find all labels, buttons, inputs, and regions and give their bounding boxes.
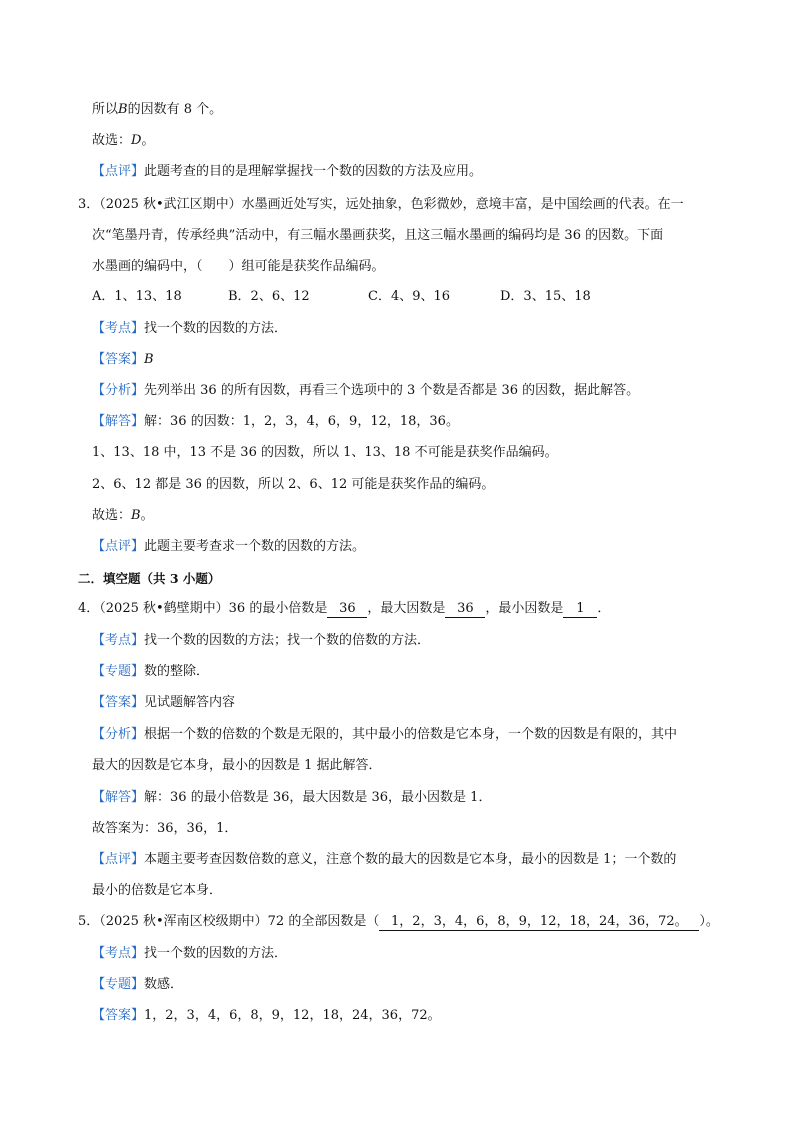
solution-line bbox=[92, 788, 491, 808]
solution-line-2: 1、13、18 中，13 不是 36 的因数，所以 1、13、18 不可能是获奖作品编码。 bbox=[92, 445, 558, 460]
answer-label: 【答案】 bbox=[92, 695, 145, 710]
solution-line-4 bbox=[92, 506, 154, 526]
answer-blank: 1，2，3，4，6，8，9，12，18，24，36，72。 bbox=[379, 913, 699, 931]
text: ，最小因数是 bbox=[485, 601, 564, 616]
topic-text: 数感． bbox=[144, 977, 184, 992]
variable: B bbox=[118, 102, 128, 117]
review-line bbox=[92, 162, 482, 182]
solution-label: 【解答】 bbox=[92, 414, 145, 429]
text-line bbox=[92, 131, 154, 151]
answer-blank-2: 36 bbox=[445, 600, 485, 618]
kaodian-text: 找一个数的因数的方法． bbox=[144, 321, 288, 336]
answer-line bbox=[92, 693, 235, 713]
solution-label: 【解答】 bbox=[92, 790, 145, 805]
question-3-line-3: 水墨画的编码中，（ ）组可能是获奖作品编码。 bbox=[92, 259, 385, 274]
kaodian-line bbox=[92, 631, 430, 651]
text: 5．（2025 秋•浑南区校级期中）72 的全部因数是（ bbox=[78, 914, 380, 929]
question-3-line-1: 3．（2025 秋•武江区期中）水墨画近处写实，远处抽象，色彩微妙，意境丰富，是中国绘画的代表。在一 bbox=[78, 197, 684, 212]
solution-text: 解：36 的最小倍数是 36，最大因数是 36，最小因数是 1． bbox=[144, 790, 492, 805]
kaodian-text: 找一个数的因数的方法． bbox=[144, 946, 288, 961]
review-line-2: 最小的倍数是它本身． bbox=[92, 883, 223, 898]
topic-line bbox=[92, 662, 209, 682]
section-heading: 二．填空题（共 3 小题） bbox=[78, 571, 221, 586]
review-line bbox=[92, 537, 365, 557]
answer-text: B bbox=[144, 352, 154, 367]
text: 。 bbox=[140, 508, 154, 523]
review-text: 此题主要考查求一个数的因数的方法。 bbox=[144, 539, 366, 554]
topic-line bbox=[92, 975, 183, 995]
final-answer-line: 故答案为：36，36，1． bbox=[92, 821, 238, 836]
text: 所以 bbox=[92, 102, 119, 117]
topic-label: 【专题】 bbox=[92, 977, 145, 992]
review-label: 【点评】 bbox=[92, 852, 145, 867]
review-label: 【点评】 bbox=[92, 164, 145, 179]
topic-text: 数的整除． bbox=[144, 664, 210, 679]
option-a: A．1、13、18 bbox=[92, 289, 182, 304]
solution-text: 解：36 的因数：1，2，3，4，6，9，12，18，36。 bbox=[144, 414, 459, 429]
topic-label: 【专题】 bbox=[92, 664, 145, 679]
answer-text: 见试题解答内容 bbox=[144, 695, 236, 710]
answer-blank-1: 36 bbox=[327, 600, 367, 618]
kaodian-label: 【考点】 bbox=[92, 946, 145, 961]
analysis-text: 根据一个数的倍数的个数是无限的，其中最小的倍数是它本身，一个数的因数是有限的，其中 bbox=[144, 727, 678, 742]
answer-blank-3: 1 bbox=[563, 600, 597, 618]
option-b: B．2、6、12 bbox=[228, 289, 310, 304]
review-text: 此题考查的目的是理解掌握找一个数的因数的方法及应用。 bbox=[144, 164, 483, 179]
text-line bbox=[92, 100, 222, 120]
text: 的因数有 8 个。 bbox=[127, 102, 223, 117]
answer-line bbox=[92, 1006, 441, 1026]
analysis-line-2: 最大的因数是它本身，最小的因数是 1 据此解答． bbox=[92, 758, 382, 773]
analysis-line bbox=[92, 381, 639, 401]
solution-line bbox=[92, 412, 459, 432]
analysis-line bbox=[92, 725, 677, 745]
question-3-line-2: 次“笔墨丹青，传承经典”活动中，有三幅水墨画获奖，且这三幅水墨画的编码均是 36 的因数。下面 bbox=[92, 228, 664, 243]
kaodian-label: 【考点】 bbox=[92, 633, 145, 648]
text: 故选： bbox=[92, 508, 132, 523]
kaodian-line bbox=[92, 944, 287, 964]
text: 。 bbox=[141, 133, 155, 148]
question-5-line bbox=[78, 912, 719, 932]
review-label: 【点评】 bbox=[92, 539, 145, 554]
text: 4．（2025 秋•鹤壁期中）36 的最小倍数是 bbox=[78, 601, 328, 616]
analysis-label: 【分析】 bbox=[92, 727, 145, 742]
review-text: 本题主要考查因数倍数的意义，注意个数的最大的因数是它本身，最小的因数是 1；一个数的 bbox=[144, 852, 677, 867]
text: ）。 bbox=[699, 914, 719, 929]
option-d: D．3、15、18 bbox=[500, 289, 591, 304]
kaodian-label: 【考点】 bbox=[92, 321, 145, 336]
text: ，最大因数是 bbox=[367, 601, 446, 616]
kaodian-text: 找一个数的因数的方法；找一个数的倍数的方法． bbox=[144, 633, 431, 648]
answer-label: 【答案】 bbox=[92, 352, 145, 367]
review-line bbox=[92, 850, 676, 870]
answer-text: 1，2，3，4，6，8，9，12，18，24，36，72。 bbox=[144, 1008, 441, 1023]
text: 故选： bbox=[92, 133, 132, 148]
answer-label: 【答案】 bbox=[92, 1008, 145, 1023]
question-4-line bbox=[78, 599, 610, 619]
question-3-options bbox=[92, 287, 591, 307]
solution-line-3: 2、6、12 都是 36 的因数，所以 2、6、12 可能是获奖作品的编码。 bbox=[92, 477, 495, 492]
analysis-label: 【分析】 bbox=[92, 383, 145, 398]
kaodian-line bbox=[92, 319, 287, 339]
variable: D bbox=[131, 133, 142, 148]
variable: B bbox=[131, 508, 141, 523]
text: ． bbox=[597, 601, 611, 616]
analysis-text: 先列举出 36 的所有因数，再看三个选项中的 3 个数是否都是 36 的因数，据此解答。 bbox=[144, 383, 640, 398]
answer-line bbox=[92, 350, 154, 370]
option-c: C．4、9、16 bbox=[368, 289, 451, 304]
